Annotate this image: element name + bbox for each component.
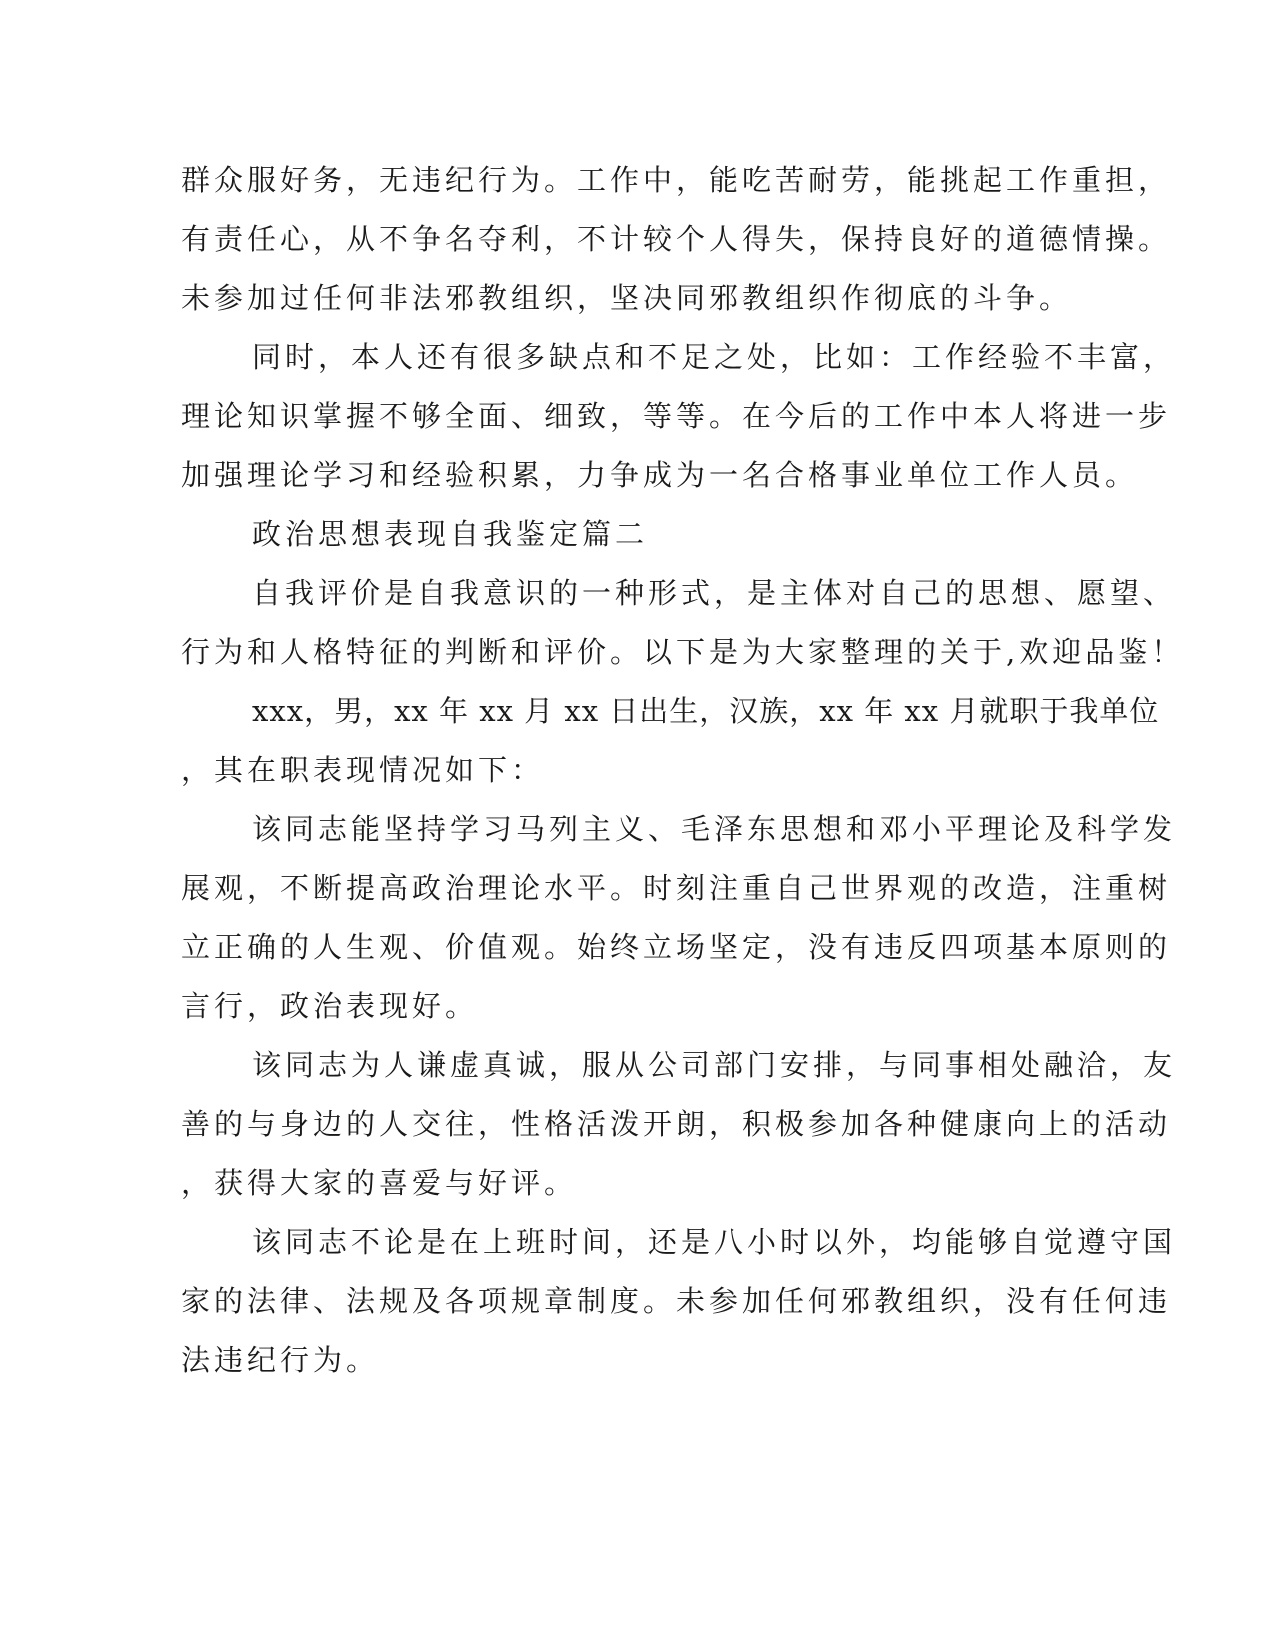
text-line: xxx，男，xx 年 xx 月 xx 日出生，汉族，xx 年 xx 月就职于我单位 (252, 694, 1160, 728)
text-line: 自我评价是自我意识的一种形式，是主体对自己的思想、愿望、 (252, 576, 1177, 610)
text-line: 同时，本人还有很多缺点和不足之处，比如：工作经验不丰富， (252, 340, 1177, 374)
text-line: ，其在职表现情况如下： (181, 753, 545, 787)
text-line: 该同志能坚持学习马列主义、毛泽东思想和邓小平理论及科学发 (252, 812, 1177, 846)
text-line: 法违纪行为。 (181, 1343, 380, 1377)
text-line: 家的法律、法规及各项规章制度。未参加任何邪教组织，没有任何违 (181, 1284, 1172, 1318)
text-line: 群众服好务，无违纪行为。工作中，能吃苦耐劳，能挑起工作重担， (181, 163, 1172, 197)
text-line: 展观，不断提高政治理论水平。时刻注重自己世界观的改造，注重树 (181, 871, 1172, 905)
text-line: 加强理论学习和经验积累，力争成为一名合格事业单位工作人员。 (181, 458, 1139, 492)
text-line: 未参加过任何非法邪教组织，坚决同邪教组织作彻底的斗争。 (181, 281, 1073, 315)
text-line: 立正确的人生观、价值观。始终立场坚定，没有违反四项基本原则的 (181, 930, 1172, 964)
text-line: 该同志不论是在上班时间，还是八小时以外，均能够自觉遵守国 (252, 1225, 1177, 1259)
text-line: 言行，政治表现好。 (181, 989, 479, 1023)
text-line: ，获得大家的喜爱与好评。 (181, 1166, 578, 1200)
text-line: 该同志为人谦虚真诚，服从公司部门安排，与同事相处融洽，友 (252, 1048, 1177, 1082)
text-line: 善的与身边的人交往，性格活泼开朗，积极参加各种健康向上的活动 (181, 1107, 1172, 1141)
section-heading: 政治思想表现自我鉴定篇二 (252, 517, 649, 551)
text-line: 理论知识掌握不够全面、细致，等等。在今后的工作中本人将进一步 (181, 399, 1172, 433)
text-line: 行为和人格特征的判断和评价。以下是为大家整理的关于,欢迎品鉴！ (181, 635, 1185, 669)
text-line: 有责任心，从不争名夺利，不计较个人得失，保持良好的道德情操。 (181, 222, 1172, 256)
